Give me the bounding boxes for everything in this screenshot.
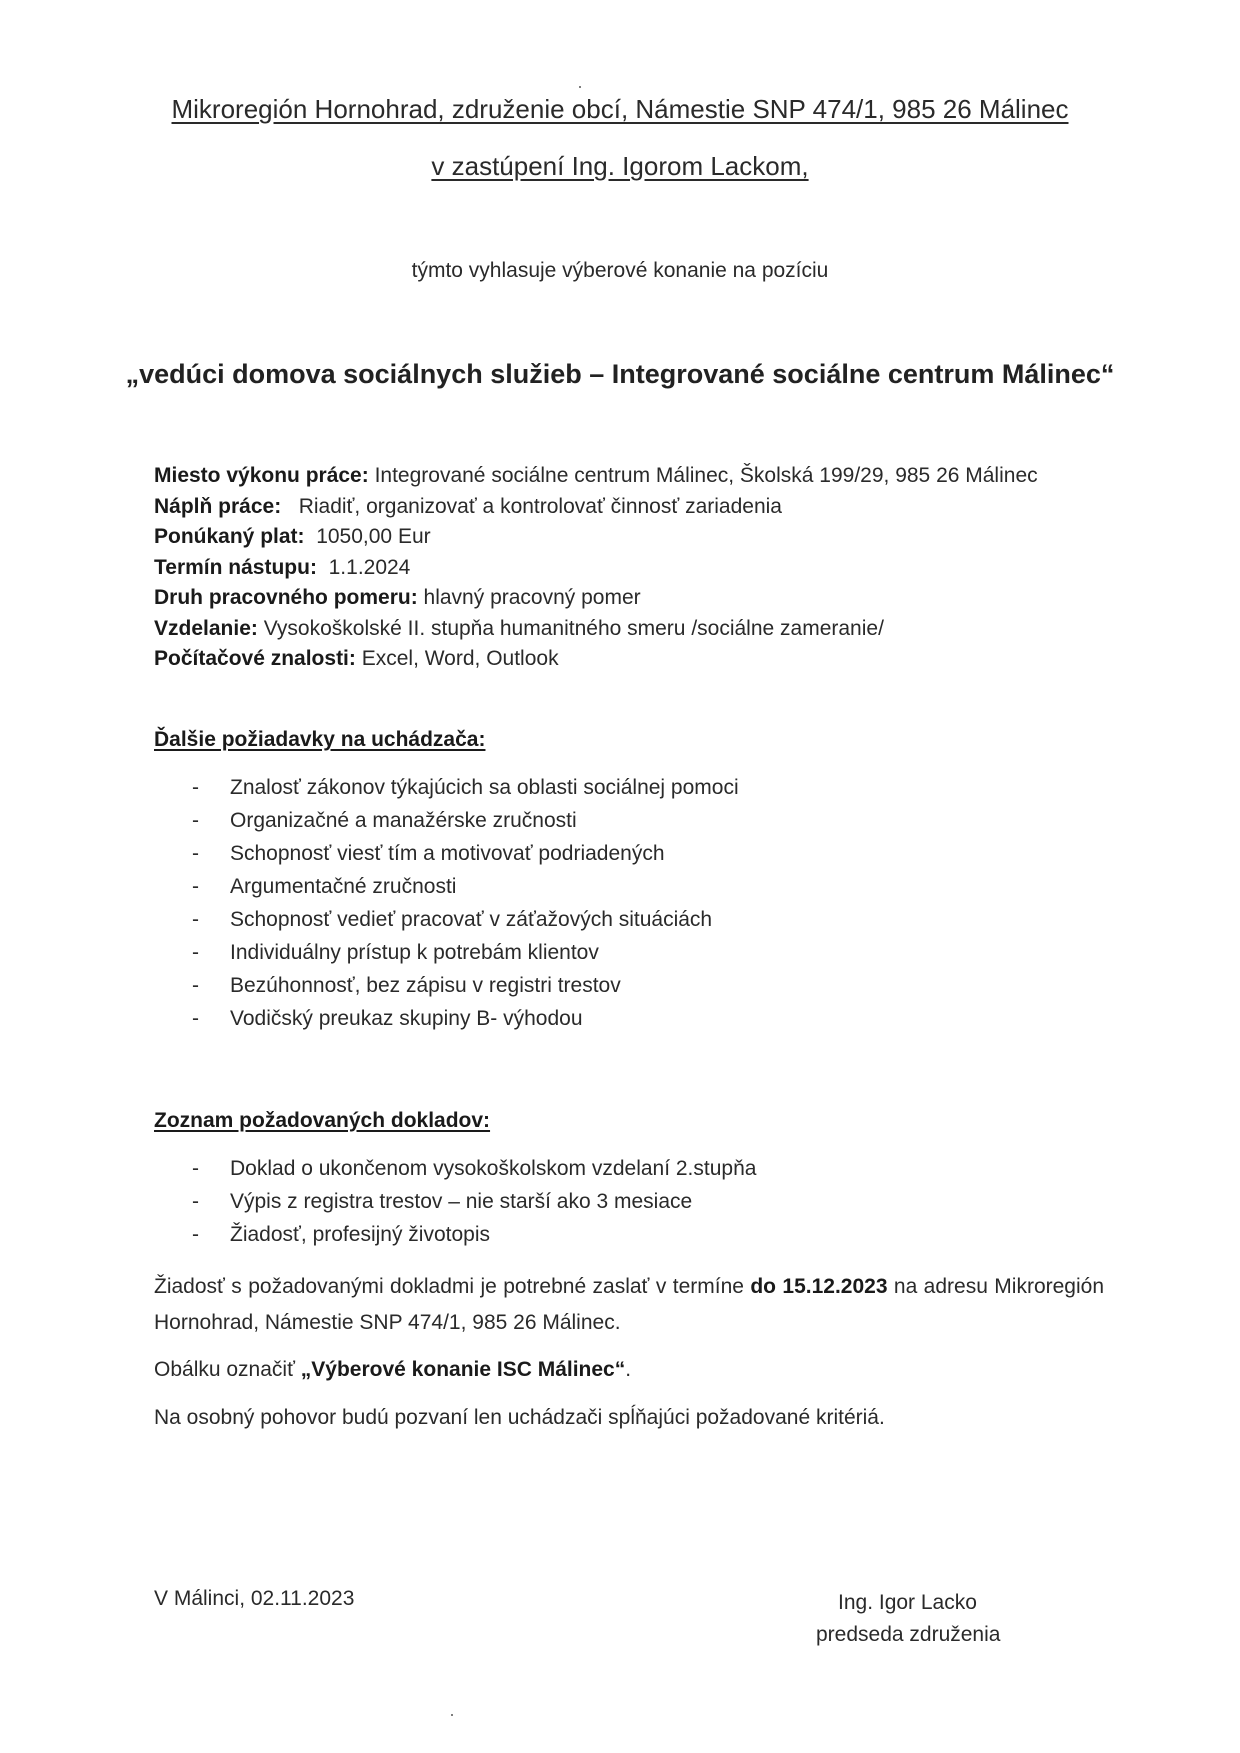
scan-speck [451, 1714, 453, 1716]
detail-label: Počítačové znalosti: [154, 647, 356, 670]
list-item: - Vodičský preukaz skupiny B- výhodou [192, 1007, 583, 1030]
submission-deadline: do 15.12.2023 [750, 1275, 888, 1298]
list-item: - Bezúhonnosť, bez zápisu v registri trestov [192, 974, 621, 997]
header-organization: Mikroregión Hornohrad, združenie obcí, Námestie SNP 474/1, 985 26 Málinec [171, 94, 1069, 124]
detail-row-salary [154, 522, 1038, 553]
list-item: - Individuálny prístup k potrebám klientov [192, 941, 599, 964]
detail-label: Ponúkaný plat: [154, 525, 305, 548]
detail-value: 1050,00 Eur [304, 525, 431, 548]
detail-label: Termín nástupu: [154, 555, 317, 579]
list-item: - Výpis z registra trestov – nie starší ako 3 mesiace [192, 1190, 693, 1213]
documents-section [154, 1106, 756, 1251]
detail-value: 1.1.2024 [316, 555, 411, 579]
detail-row-computer-skills [154, 644, 1038, 675]
scan-speck [579, 86, 581, 88]
detail-value: Vysokoškolské II. stupňa humanitného smeru /sociálne zameranie/ [257, 616, 884, 640]
detail-value: Integrované sociálne centrum Málinec, Školská 199/29, 985 26 Málinec [368, 464, 1038, 487]
envelope-instruction: Obálku označiť „Výberové konanie ISC Málinec“. [154, 1358, 632, 1381]
list-item: - Schopnosť viesť tím a motivovať podriadených [192, 842, 665, 865]
documents-heading: Zoznam požadovaných dokladov: [154, 1109, 491, 1132]
detail-row-job-content [154, 492, 1038, 523]
detail-row-education [154, 614, 1038, 645]
detail-label: Druh pracovného pomeru: [154, 586, 418, 609]
list-item: - Argumentačné zručnosti [192, 875, 457, 898]
requirements-list [154, 771, 739, 1035]
detail-value: hlavný pracovný pomer [417, 586, 641, 609]
interview-note: Na osobný pohovor budú pozvaní len uchádzači spĺňajúci požadované kritériá. [154, 1406, 885, 1429]
detail-row-employment-type [154, 583, 1038, 614]
detail-label: Náplň práce: [154, 494, 282, 518]
list-item: - Znalosť zákonov týkajúcich sa oblasti sociálnej pomoci [192, 776, 739, 799]
job-details [154, 461, 1038, 675]
place-and-date: V Málinci, 02.11.2023 [154, 1587, 355, 1610]
detail-row-workplace [154, 461, 1038, 492]
list-item: - Doklad o ukončenom vysokoškolskom vzdelaní 2.stupňa [192, 1157, 757, 1180]
detail-value: Riadiť, organizovať a kontrolovať činnosť zariadenia [281, 494, 782, 518]
signer-title: predseda združenia [816, 1623, 1001, 1646]
list-item: - Organizačné a manažérske zručnosti [192, 809, 577, 832]
list-item: - Schopnosť vedieť pracovať v záťažových situáciách [192, 908, 713, 931]
requirements-heading: Ďalšie požiadavky na uchádzača: [154, 728, 486, 751]
list-item: - Žiadosť, profesijný životopis [192, 1223, 490, 1246]
submission-paragraph: Žiadosť s požadovanými dokladmi je potrebné zaslať v termíne do 15.12.2023 na adresu Mikroregión Hornohrad, Námestie SNP 474/1, 985 26 Málinec. [154, 1275, 1105, 1334]
requirements-section [154, 725, 739, 1035]
detail-row-start-date [154, 553, 1038, 584]
signer-name: Ing. Igor Lacko [838, 1591, 977, 1614]
detail-label: Miesto výkonu práce: [154, 464, 369, 487]
detail-value: Excel, Word, Outlook [355, 647, 559, 670]
signature-block [816, 1587, 1000, 1651]
position-title: „vedúci domova sociálnych služieb – Integrované sociálne centrum Málinec“ [125, 359, 1115, 389]
documents-list [154, 1152, 756, 1251]
detail-label: Vzdelanie: [154, 616, 258, 640]
envelope-label: „Výberové konanie ISC Málinec“ [300, 1358, 626, 1381]
intro-text: týmto vyhlasuje výberové konanie na pozíciu [411, 259, 829, 282]
header-representative: v zastúpení Ing. Igorom Lackom, [431, 151, 809, 181]
